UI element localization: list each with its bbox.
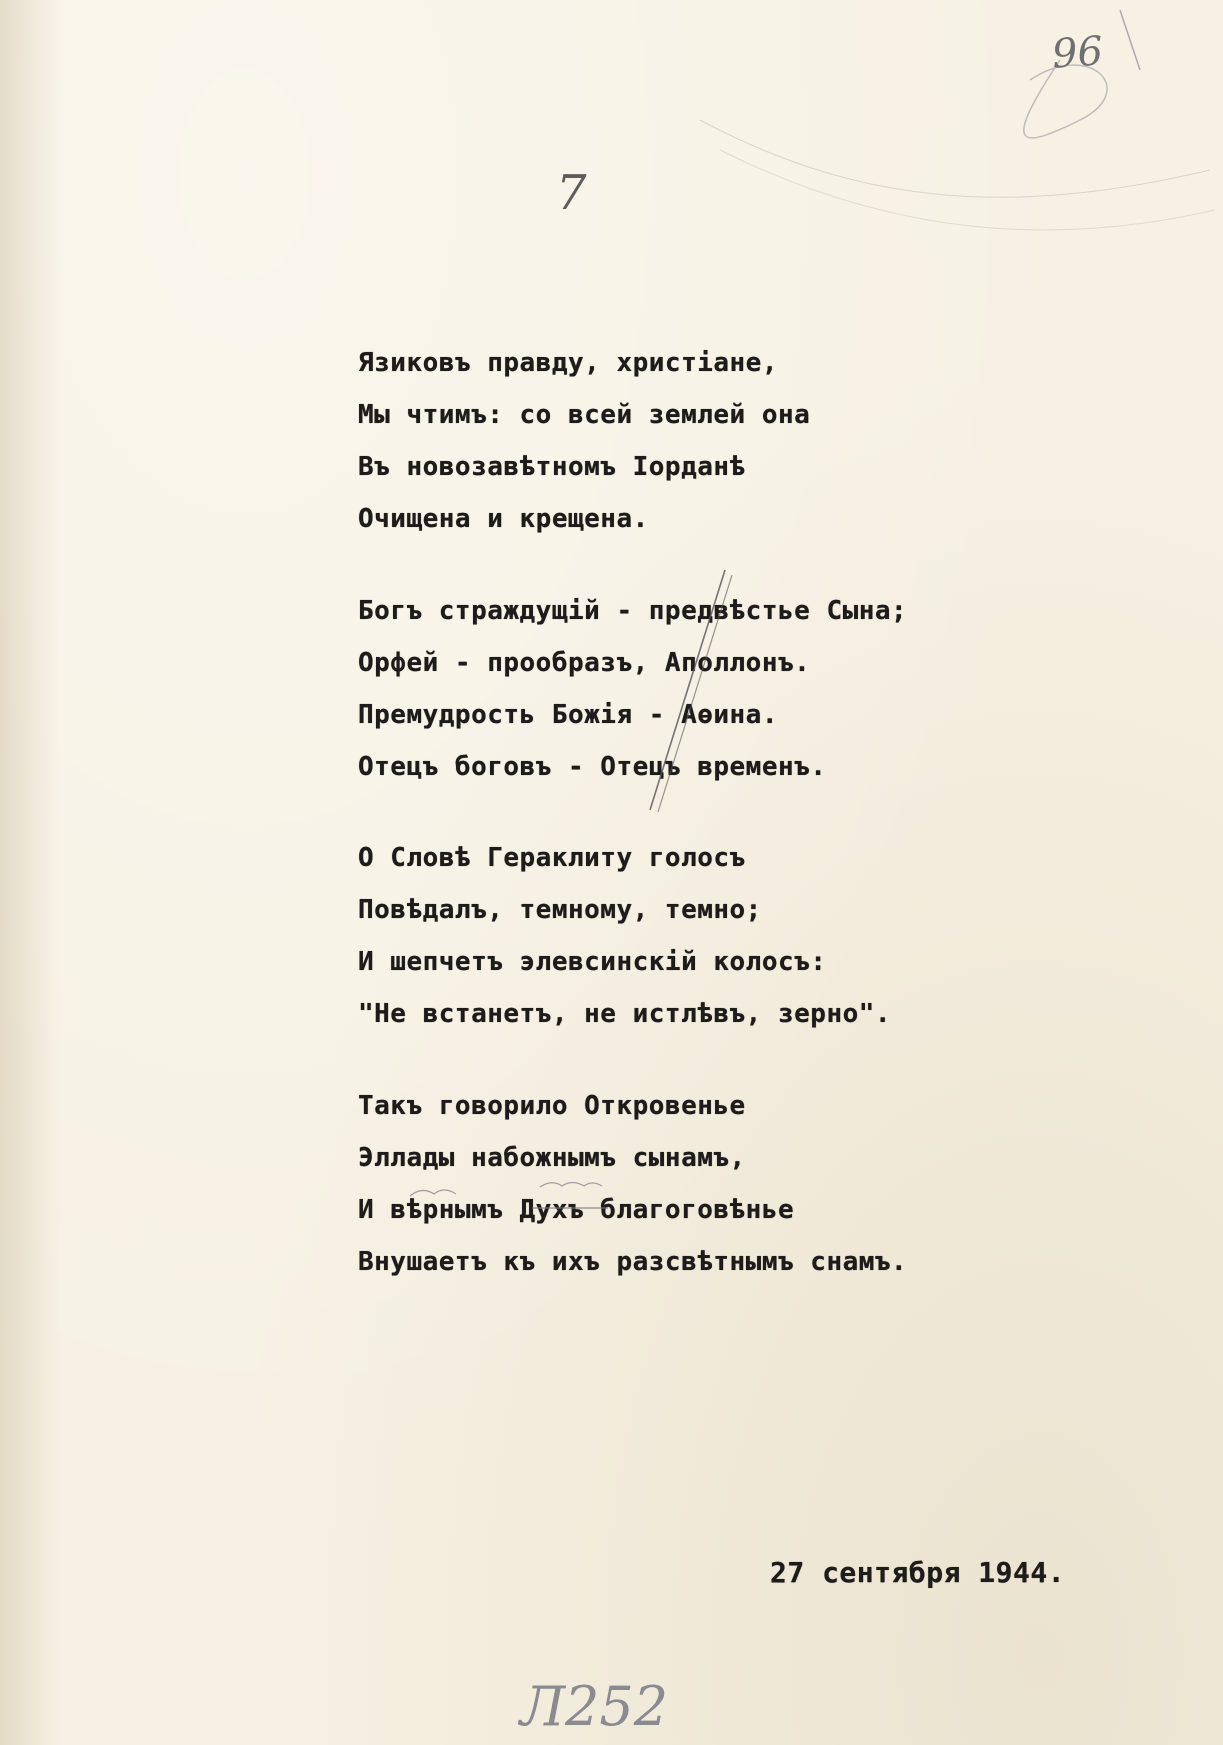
poem-line: Такъ говорило Откровенье	[358, 1091, 746, 1121]
poem-line: И вѣрнымъ Духъ благоговѣнье	[358, 1195, 795, 1225]
poem-line: Язиковъ правду, христіане,	[358, 348, 778, 378]
poem-line: Орфей - прообразъ, Аполлонъ.	[358, 648, 811, 678]
section-number: 7	[556, 165, 587, 221]
archive-number: Л252	[520, 1675, 669, 1738]
poem-line: "Не встанетъ, не истлѣвъ, зерно".	[358, 999, 892, 1029]
poem-line: Очищена и крещена.	[358, 504, 649, 534]
poem-line: Внушаетъ къ ихъ разсвѣтнымъ снамъ.	[358, 1247, 908, 1277]
poem-line: И шепчетъ элевсинскій колосъ:	[358, 947, 827, 977]
pencil-page-number: 96	[1050, 28, 1105, 78]
poem-line: Богъ страждущій - предвѣстье Сына;	[358, 596, 908, 626]
poem-line: Повѣдалъ, темному, темно;	[358, 895, 762, 925]
poem-date: 27 сентября 1944.	[770, 1556, 1066, 1589]
poem-line: Отецъ боговъ - Отецъ временъ.	[358, 752, 827, 782]
poem-line: Въ новозавѣтномъ Іорданѣ	[358, 452, 746, 482]
poem-line: О Словѣ Гераклиту голосъ	[358, 843, 746, 873]
poem-line: Эллады набожнымъ сынамъ,	[358, 1143, 746, 1173]
poem-line: Мы чтимъ: со всей землей она	[358, 400, 811, 430]
poem-line: Премудрость Божія - Аѳина.	[358, 700, 778, 730]
